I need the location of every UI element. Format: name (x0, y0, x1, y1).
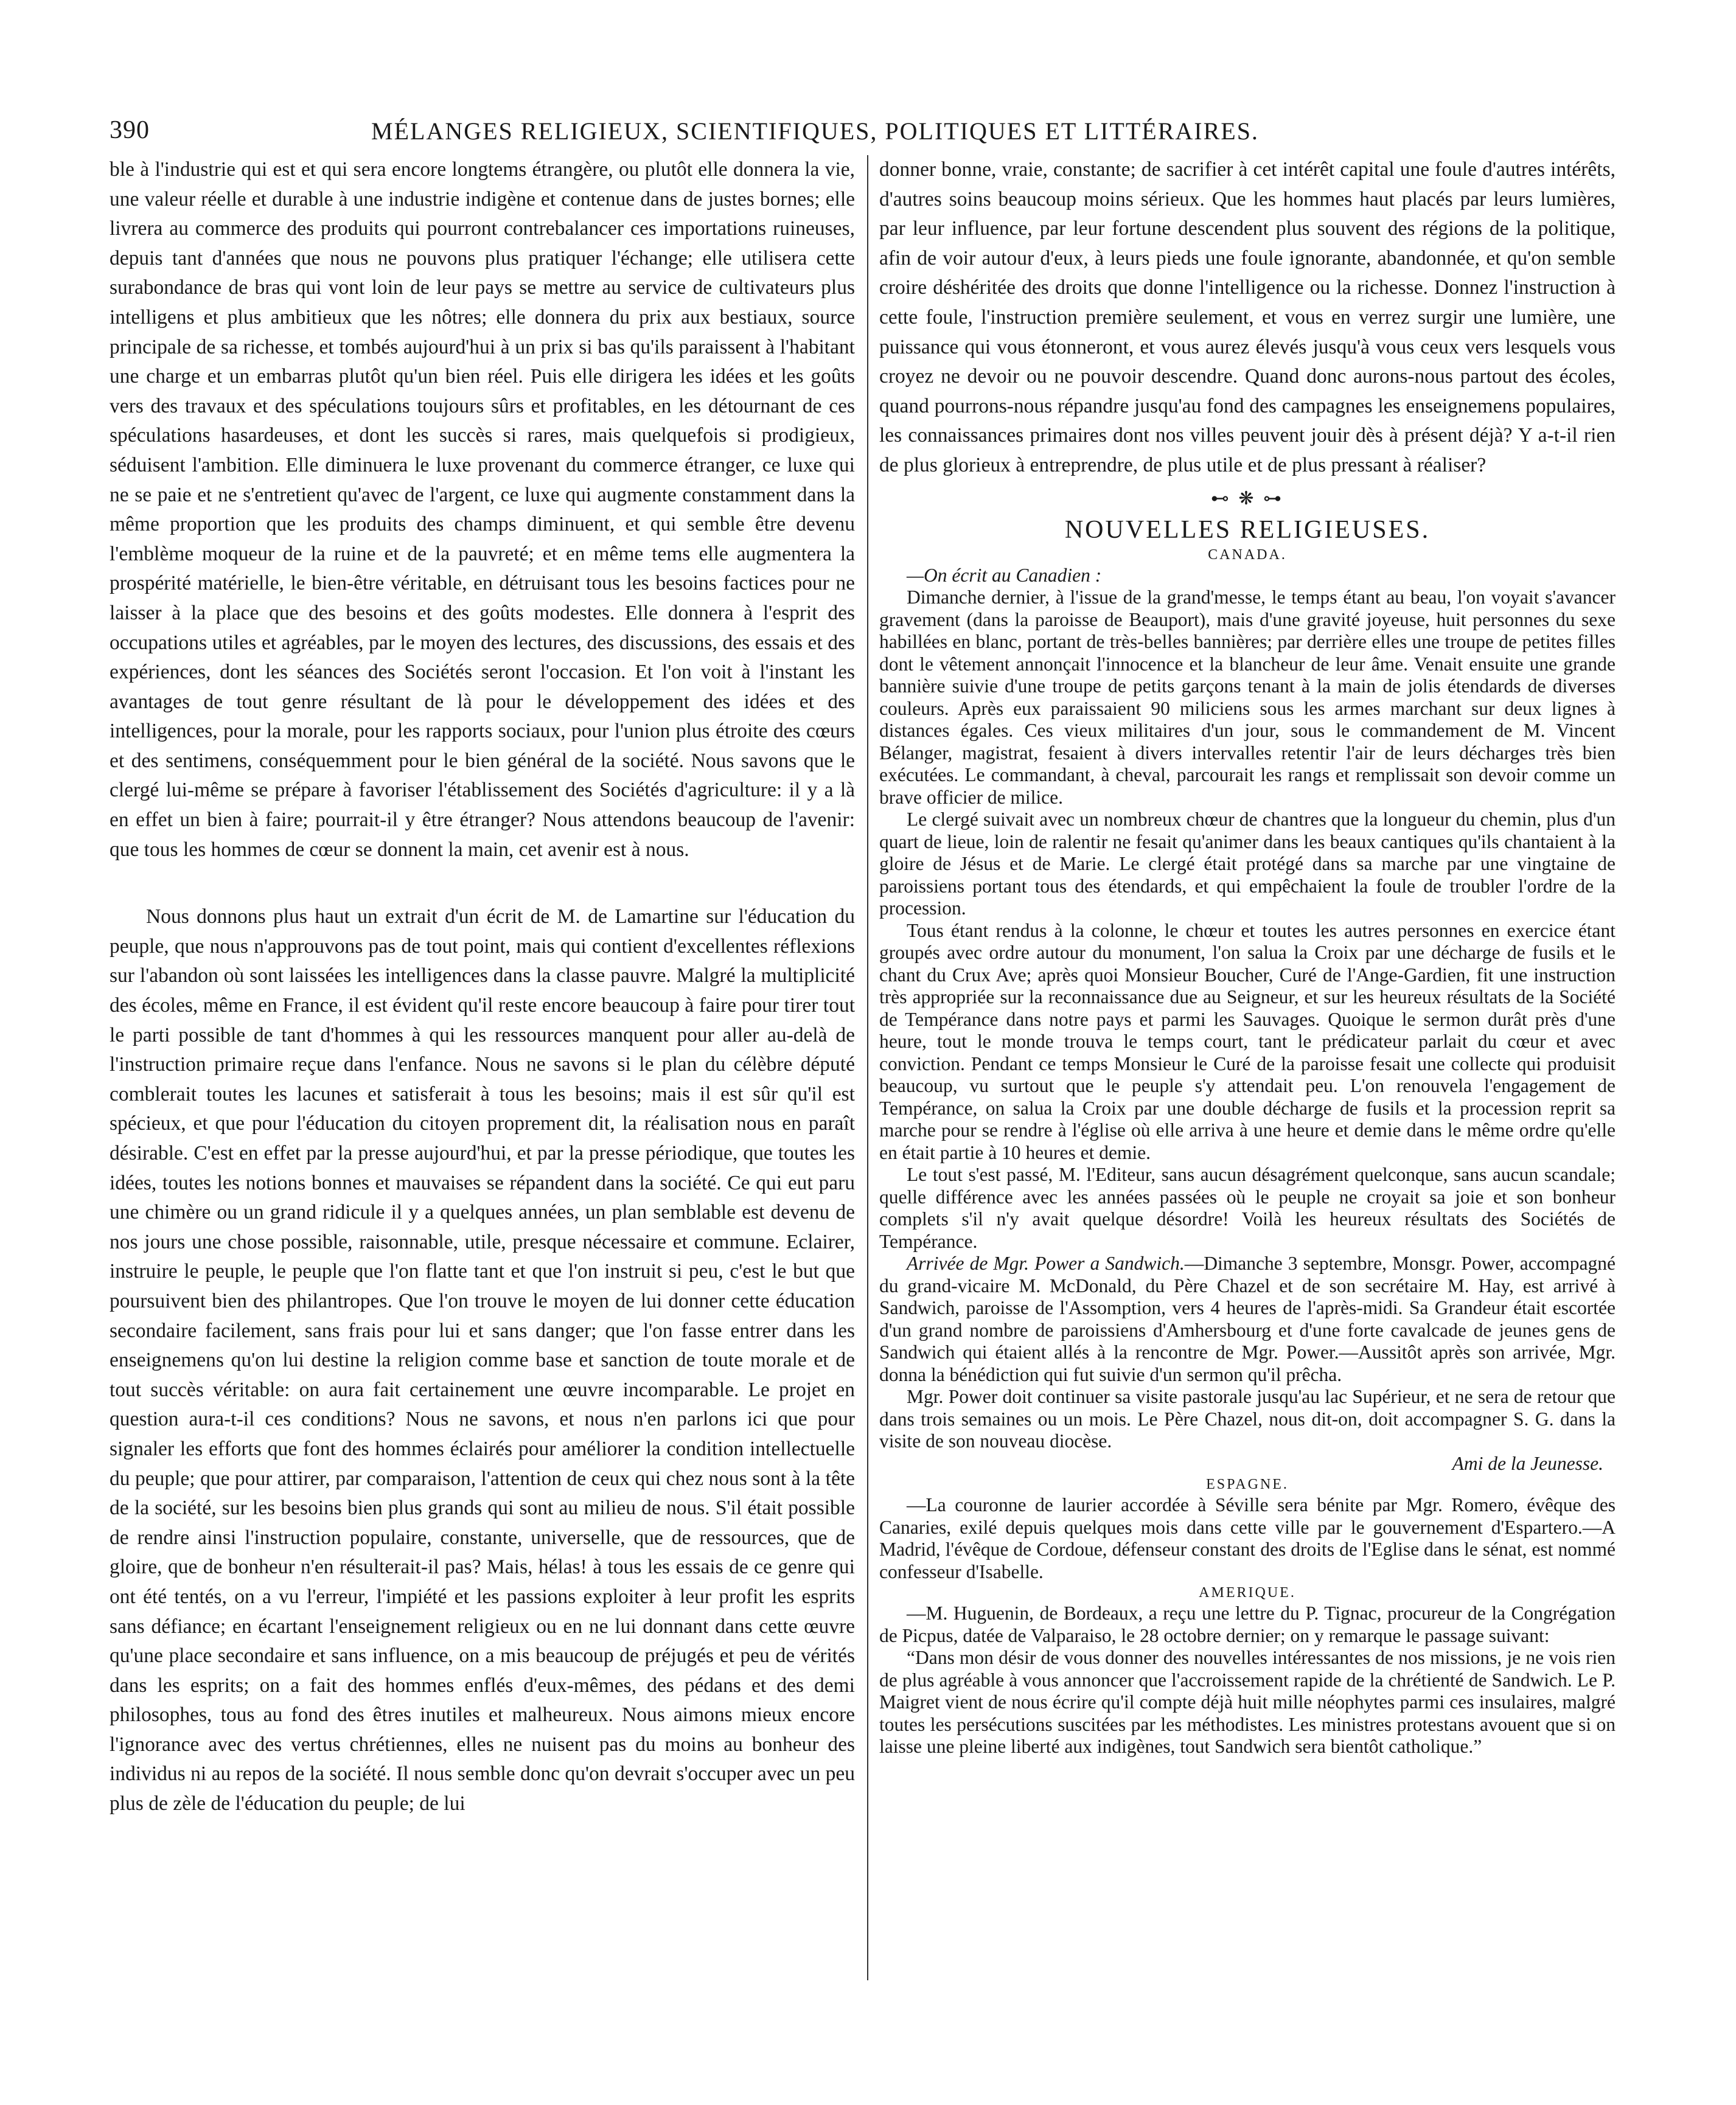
left-column (110, 155, 855, 1819)
canada-intro: —On écrit au Canadien : (907, 564, 1102, 586)
amerique-heading: AMERIQUE. (1199, 1585, 1296, 1601)
education-paragraph: Nous donnons plus haut un extrait d'un écrit de M. de Lamartine sur l'éducation du peuple, que nous n'approuvons pas de tout point, mais qui contient d'excellentes réflexions sur l'abandon où sont laissées les intelligences dans la classe pauvre. Malgré la multiplicité des écoles, même en France, il est évident qu'il reste encore beaucoup à faire pour tirer tout le parti possible de tant d'hommes à qui les ressources manquent pour aller au-delà de l'instruction primaire reçue dans l'enfance. Nous ne savons si le plan du célèbre député comblerait toutes les lacunes et satisferait à tous les besoins; mais il est sûr qu'il est spécieux, et que pour l'éducation du citoyen proprement dit, la réalisation nous en paraît désirable. C'est en effet par la presse aujourd'hui, et par la presse périodique, que toutes les idées, toutes les notions bonnes et mauvaises se répandent dans la société. Ce qui eut paru une chimère ou un grand ridicule il y a quelques années, un plan semblable est devenu de nos jours une chose possible, raisonnable, utile, presque nécessaire et commune. Eclairer, instruire le peuple, le peuple que l'on flatte tant et que l'on instruit si peu, c'est le but que poursuivent bien des philantropes. Que l'on trouve le moyen de lui donner cette éducation secondaire facilement, sans frais pour lui et sans danger; que l'on fasse entrer dans les enseignemens qu'on lui destine la religion comme base et sanction de toute morale et de tout succès véritable: on aura fait certainement une œuvre incomparable. Le projet en question aura-t-il ces conditions? Nous ne savons, et nous n'en parlons ici que pour signaler les efforts que font des hommes éclairés pour améliorer la condition intellectuelle du peuple; que pour attirer, par comparaison, l'attention de ceux qui chez nous sont à la tête de la société, sur les besoins bien plus grands qui sont au milieu de nous. S'il était possible de rendre ainsi l'instruction populaire, constante, universelle, que de ressources, que de gloire, que de bonheur n'en résulterait-il pas? Mais, hélas! à tous les essais de ce genre qui ont été tentés, on a vu l'erreur, l'impiété et les passions exploiter à leur profit les esprits sans défiance; en écartant l'enseignement religieux ou en ne lui donnant dans cette œuvre qu'une place secondaire et sans influence, on a mis beaucoup de préjugés et peu de vérités dans les esprits; on a fait des hommes enflés d'eux-mêmes, des pédans et des demi philosophes, tous au fond des êtres inutiles et malheureux. Nous aimons mieux encore l'ignorance avec des vertus chrétiennes, elles ne nuisent pas du moins au bonheur des individus ni au repos de la société. Il nous semble donc qu'on devrait s'occuper avec un peu plus de zèle de l'éducation du peuple; de lui (110, 905, 855, 1815)
page-header (110, 116, 1631, 152)
canada-paragraph-1: Dimanche dernier, à l'issue de la grand'messe, le temps étant au beau, l'on voyait s'avancer gravement (dans la paroisse de Beauport), mais d'une gravité joyeuse, huit personnes du sexe habillées en blanc, portant de très-belles bannières; par derrière elles une troupe de petites filles dont le vêtement annonçait l'innocence et la blancheur de leur âme. Venait ensuite une grande bannière suivie d'une troupe de petits garçons tenant à la main de jolis étendards de diverses couleurs. Après eux paraissaient 90 miliciens sous les armes marchant sur deux lignes à distances égales. Ces vieux militaires d'un jour, sous le commandement de M. Vincent Bélanger, magistrat, fesaient à divers intervalles retentir l'air de leurs décharges très bien exécutées. Le commandant, à cheval, parcourait les rangs et remplissait son devoir comme un brave officier de milice. (879, 586, 1616, 808)
ornament-divider: ⊷ ❋ ⊶ (1210, 488, 1285, 509)
amerique-paragraph: —M. Huguenin, de Bordeaux, a reçu une lettre du P. Tignac, procureur de la Congrégation de Picpus, datée de Valparaiso, le 28 octobre dernier; on y remarque le passage suivant: (879, 1602, 1616, 1646)
continued-paragraph: donner bonne, vraie, constante; de sacrifier à cet intérêt capital une foule d'autres intérêts, d'autres soins beaucoup moins sérieux. Que les hommes haut placés par leurs lumières, par leur influence, par leur fortune descendent plus souvent des régions de la politique, afin de voir autour d'eux, à leurs pieds une foule ignorante, abandonnée, et qu'on semble croire déshéritée des droits que donne l'intelligence ou la richesse. Donnez l'instruction à cette foule, l'instruction première seulement, et vous en verrez surgir une lumière, une puissance qui vous étonneront, et vous aurez élevés jusqu'à vous ceux vers lesquels vous croyez ne devoir ou ne pouvoir descendre. Quand donc aurons-nous partout des écoles, quand pourrons-nous répandre jusqu'au fond des campagnes les enseignemens populaires, les connaissances primaires dont nos villes peuvent jouir dès à présent déjà? Y a-t-il rien de plus glorieux à entreprendre, de plus utile et de plus pressant à réaliser? (879, 158, 1616, 476)
column-divider (867, 155, 868, 1980)
canada-heading: CANADA. (1208, 546, 1287, 563)
news-section (879, 565, 1616, 1758)
signature: Ami de la Jeunesse. (1452, 1452, 1603, 1474)
power-visit-paragraph: Mgr. Power doit continuer sa visite pastorale jusqu'au lac Supérieur, et ne sera de retour que dans trois semaines ou un mois. Le Père Chazel, nous dit-on, doit accompagner S. G. dans la visite de son nouveau diocèse. (879, 1386, 1616, 1452)
espagne-heading: ESPAGNE. (1206, 1477, 1289, 1493)
canada-paragraph-3: Tous étant rendus à la colonne, le chœur et toutes les autres personnes en exercice étant groupés avec ordre autour du monument, l'on salua la Croix par une décharge de fusils et le chant du Crux Ave; après quoi Monsieur Boucher, Curé de l'Ange-Gardien, fit une instruction très appropriée sur la reconnaissance due au Seigneur, et sur les heureux résultats de la Société de Tempérance dans notre pays et parmi les Sauvages. Quoique le sermon durât près d'une heure, tout le monde trouva le temps court, tant le prédicateur parlait du cœur et avec conviction. Pendant ce temps Monsieur le Curé de la paroisse fesait une collecte qui produisit beaucoup, vu surtout que le peuple s'y attendait peu. L'on renouvela l'engagement de Tempérance, on salua la Croix par une double décharge de fusils et la procession reprit sa marche pour se rendre à l'église où elle arriva à une heure et demie dans le même ordre qu'elle en était partie à 10 heures et demie. (879, 919, 1616, 1163)
canada-paragraph-4: Le tout s'est passé, M. l'Editeur, sans aucun désagrément quelconque, sans aucun scandale; quelle différence avec les années passées où le peuple ne croyait sa joie et son bonheur complets s'il n'y avait quelque désordre! Voilà les heureux résultats des Sociétés de Tempérance. (879, 1164, 1616, 1252)
canada-paragraph-2: Le clergé suivait avec un nombreux chœur de chantres que la longueur du chemin, plus d'un quart de lieue, loin de ralentir ne fesait qu'animer dans les beaux cantiques qu'ils chantaient à la gloire de Jésus et de Marie. Le clergé était protégé dans sa marche par une vingtaine de paroissiens portant tous des étendards, et qui empêchaient la foule de troubler l'ordre de la procession. (879, 809, 1616, 919)
arrival-text: —Dimanche 3 septembre, Monsgr. Power, accompagné du grand-vicaire M. McDonald, du Père Chazel et de son secrétaire M. Hay, est arrivé à Sandwich, paroisse de l'Assomption, vers 4 heures de l'après-midi. Sa Grandeur était escortée d'un grand nombre de paroissiens d'Amhersbourg et d'une forte cavalcade de jeunes gens de Sandwich qui étaient allés à la rencontre de Mgr. Power.—Aussitôt après son arrivée, Mgr. donna la bénédiction qui fut suivie d'un sermon qu'il prêcha. (879, 1253, 1616, 1385)
right-column (879, 155, 1616, 1758)
arrival-paragraph (879, 1253, 1616, 1386)
arrival-title: Arrivée de Mgr. Power a Sandwich. (907, 1253, 1185, 1275)
section-title: NOUVELLES RELIGIEUSES. (1064, 515, 1431, 544)
amerique-quote: “Dans mon désir de vous donner des nouvelles intéressantes de nos missions, je ne vois rien de plus agréable à vous annoncer que l'accroissement rapide de la chrétienté de Sandwich. Le P. Maigret vient de nous écrire qu'il compte déjà huit mille néophytes parmi ces insulaires, malgré toutes les persécutions suscitées par les méthodistes. Les ministres protestans avouent que si on laisse une pleine liberté aux indigènes, tout Sandwich sera bientôt catholique.” (879, 1647, 1616, 1758)
page-number: 390 (110, 116, 150, 144)
espagne-paragraph: —La couronne de laurier accordée à Séville sera bénite par Mgr. Romero, évêque des Canaries, exilé depuis quelques mois dans cette ville par le gouvernement d'Espartero.—A Madrid, l'évêque de Cordoue, défenseur constant des droits de l'Eglise dans le sénat, est nommé confesseur d'Isabelle. (879, 1494, 1616, 1582)
running-title: MÉLANGES RELIGIEUX, SCIENTIFIQUES, POLITIQUES ET LITTÉRAIRES. (371, 117, 1259, 145)
agriculture-paragraph: ble à l'industrie qui est et qui sera encore longtems étrangère, ou plutôt elle donnera la vie, une valeur réelle et durable à une industrie indigène et contenue dans de justes bornes; elle livrera au commerce des produits qui pourront contrebalancer ces importations ruineuses, depuis tant d'années que nous ne pouvons plus pratiquer l'échange; elle utilisera cette surabondance de bras qui vont loin de leur pays se mettre au service de cultivateurs plus intelligens et plus ambitieux que les nôtres; elle donnera du prix aux bestiaux, source principale de sa richesse, et tombés aujourd'hui à un prix si bas qu'ils paraissent à l'habitant une charge et un embarras plutôt qu'un bien réel. Puis elle dirigera les idées et les goûts vers des travaux et des spéculations toujours sûrs et profitables, en les détournant de ces spéculations hasardeuses, et dont les succès si rares, mais quelquefois si prodigieux, séduisent l'ambition. Elle diminuera le luxe provenant du commerce étranger, ce luxe qui ne se paie et ne s'entretient qu'avec de l'argent, ce luxe qui augmente constamment dans la même proportion que les produits des champs diminuent, et qui semble être devenu l'emblème moqueur de la ruine et de la pauvreté; et en même tems elle augmentera la prospérité matérielle, le bien-être véritable, en détruisant tous les besoins factices pour ne laisser à la place que des besoins et des goûts modestes. Elle donnera à l'esprit des occupations utiles et agréables, par le moyen des lectures, des discussions, des essais et des expériences, dont les séances des Sociétés seront l'occasion. Et l'on voit à l'instant les avantages de tout genre résultant de là pour le développement des idées et des intelligences, pour la morale, pour les rapports sociaux, pour l'union plus étroite des cœurs et des sentimens, conséquemment pour le bien général de la société. Nous savons que le clergé lui-même se prépare à favoriser l'établissement des Sociétés d'agriculture: il y a là en effet un bien à faire; pourrait-il y être étranger? Nous attendons beaucoup de l'avenir: que tous les hommes de cœur se donnent la main, cet avenir est à nous. (110, 158, 855, 861)
